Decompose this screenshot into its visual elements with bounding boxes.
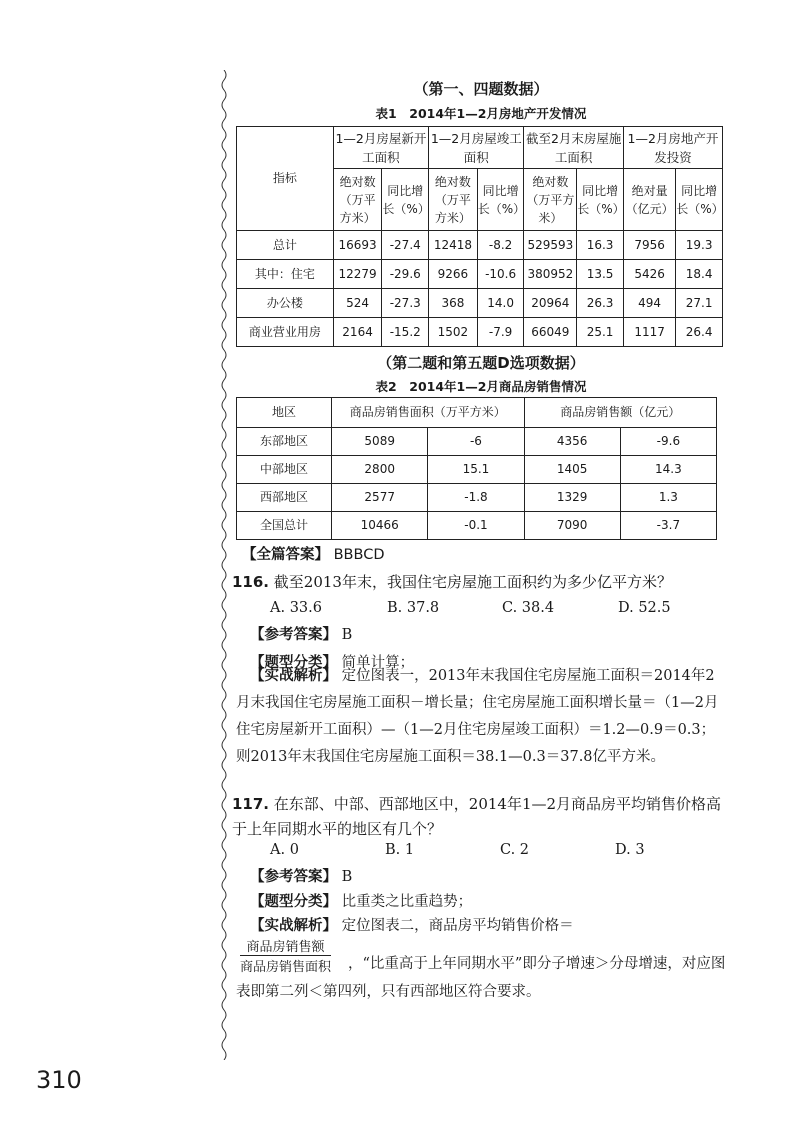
- t2-cell: 7090: [524, 512, 620, 540]
- t1-cell: 总计: [237, 231, 334, 260]
- t1-cell: 18.4: [676, 260, 723, 289]
- t1-cell: 2164: [333, 318, 382, 347]
- t1-cell: 20964: [524, 289, 577, 318]
- t1-subheader: 同比增长（%）: [382, 169, 429, 231]
- page-number: 310: [36, 1066, 82, 1094]
- fraction-denominator: 商品房销售面积: [240, 960, 332, 975]
- table1-title: 表1 2014年1—2月房地产开发情况: [375, 106, 587, 121]
- t1-cell: 其中：住宅: [237, 260, 334, 289]
- t1-cell: 办公楼: [237, 289, 334, 318]
- t2-cell: 1405: [524, 456, 620, 484]
- table-row: [237, 231, 723, 260]
- t1-subheader: 绝对数（万平方米）: [429, 169, 478, 231]
- t2-cell: 15.1: [428, 456, 524, 484]
- t1-cell: 368: [429, 289, 478, 318]
- type-value: 比重类之比重趋势；: [341, 894, 473, 910]
- option-d: D. 3: [615, 842, 645, 858]
- t1-cell: 25.1: [577, 318, 624, 347]
- t2-cell: -1.8: [428, 484, 524, 512]
- t2-cell: 西部地区: [237, 484, 332, 512]
- t2-cell: 4356: [524, 428, 620, 456]
- option-c: C. 38.4: [502, 600, 555, 616]
- option-c: C. 2: [500, 842, 530, 858]
- t1-subheader: 绝对量（亿元）: [623, 169, 675, 231]
- t1-subheader: 同比增长（%）: [676, 169, 723, 231]
- table-row: [237, 512, 717, 540]
- t1-cell: 1117: [623, 318, 675, 347]
- t1-cell: 26.3: [577, 289, 624, 318]
- option-b: B. 1: [385, 842, 415, 858]
- question-number: 116.: [232, 573, 270, 591]
- fraction-numerator: 商品房销售额: [240, 936, 331, 956]
- table-row: [237, 428, 717, 456]
- t1-cell: -27.3: [382, 289, 429, 318]
- t2-cell: 5089: [332, 428, 428, 456]
- section1-title: （第一、四题数据）: [413, 80, 549, 98]
- answer-value: B: [341, 627, 353, 643]
- q116-analysis: [236, 663, 726, 771]
- t1-cell: 529593: [524, 231, 577, 260]
- t1-cell: -27.4: [382, 231, 429, 260]
- t1-cell: 7956: [623, 231, 675, 260]
- t2-header: 地区: [237, 398, 332, 428]
- full-answer: [242, 541, 732, 569]
- t1-group-header: 截至2月末房屋施工面积: [524, 127, 623, 169]
- question-117: [232, 792, 722, 842]
- t2-cell: 1329: [524, 484, 620, 512]
- t2-header: 商品房销售面积（万平方米）: [332, 398, 525, 428]
- type-label: 【题型分类】: [250, 894, 337, 910]
- t1-cell: 13.5: [577, 260, 624, 289]
- t2-cell: -9.6: [620, 428, 716, 456]
- t1-cell: 12279: [333, 260, 382, 289]
- t1-cell: 14.0: [477, 289, 524, 318]
- q116-answer: [250, 621, 740, 649]
- t1-cell: 380952: [524, 260, 577, 289]
- t1-cell: -8.2: [477, 231, 524, 260]
- option-b: B. 37.8: [387, 600, 440, 616]
- table2-title: 表2 2014年1—2月商品房销售情况: [375, 379, 587, 394]
- t1-cell: -15.2: [382, 318, 429, 347]
- t1-cell: -10.6: [477, 260, 524, 289]
- t1-cell: 19.3: [676, 231, 723, 260]
- option-a: A. 0: [270, 842, 299, 858]
- t2-cell: 10466: [332, 512, 428, 540]
- t1-subheader: 同比增长（%）: [477, 169, 524, 231]
- q117-analysis-rest: ，“比重高于上年同期水平”即分子增速＞分母增速，对应图表即第二列＜第四列，只有西部地区符合要求。: [236, 956, 726, 1000]
- t1-cell: 524: [333, 289, 382, 318]
- full-answer-label: 【全篇答案】: [242, 547, 329, 563]
- type-label: 【题型分类】: [250, 655, 337, 671]
- t1-cell: 27.1: [676, 289, 723, 318]
- q117-answer: [250, 863, 740, 891]
- t1-cell: 9266: [429, 260, 478, 289]
- t2-header: 商品房销售额（亿元）: [524, 398, 716, 428]
- full-answer-value: BBBCD: [333, 547, 385, 563]
- question-116: [232, 568, 722, 596]
- option-a: A. 33.6: [270, 600, 322, 616]
- t1-cell: -7.9: [477, 318, 524, 347]
- answer-label: 【参考答案】: [250, 869, 337, 885]
- t1-group-header: 1—2月房屋新开工面积: [333, 127, 428, 169]
- t2-cell: 2800: [332, 456, 428, 484]
- t1-group-header: 1—2月房屋竣工面积: [429, 127, 524, 169]
- t2-cell: 东部地区: [237, 428, 332, 456]
- t1-subheader: 绝对数（万平方米）: [333, 169, 382, 231]
- type-value: 简单计算；: [341, 655, 415, 671]
- t2-cell: 中部地区: [237, 456, 332, 484]
- t1-cell: 5426: [623, 260, 675, 289]
- section2-title: （第二题和第五题D选项数据）: [377, 354, 585, 372]
- t2-cell: 2577: [332, 484, 428, 512]
- t2-cell: -6: [428, 428, 524, 456]
- table2: [236, 397, 717, 540]
- table-row: [237, 318, 723, 347]
- t1-cell: 66049: [524, 318, 577, 347]
- question-text: 在东部、中部、西部地区中，2014年1—2月商品房平均销售价格高于上年同期水平的地区有几个？: [232, 795, 722, 838]
- analysis-label: 【实战解析】: [250, 918, 337, 934]
- t1-cell: 26.4: [676, 318, 723, 347]
- analysis-text: 定位图表一，2013年末我国住宅房屋施工面积＝2014年2月末我国住宅房屋施工面积－增长量；住宅房屋施工面积增长量＝（1—2月住宅房屋新开工面积）—（1—2月住宅房屋竣工面积）＝1.2—0.9＝0.3；则2013年末我国住宅房屋施工面积＝38.1—0.3＝37.8亿平方米。: [236, 668, 719, 765]
- t2-cell: 14.3: [620, 456, 716, 484]
- t1-indicator-header: 指标: [237, 127, 334, 231]
- t1-subheader: 绝对数（万平方米）: [524, 169, 577, 231]
- t1-group-header: 1—2月房地产开发投资: [623, 127, 722, 169]
- t1-cell: 1502: [429, 318, 478, 347]
- table-row: [237, 456, 717, 484]
- option-d: D. 52.5: [618, 600, 671, 616]
- t1-cell: 16.3: [577, 231, 624, 260]
- t1-cell: 494: [623, 289, 675, 318]
- table1: [236, 126, 723, 347]
- table-row: [237, 289, 723, 318]
- t2-cell: -3.7: [620, 512, 716, 540]
- table-row: [237, 484, 717, 512]
- question-text: 截至2013年末，我国住宅房屋施工面积约为多少亿平方米？: [273, 573, 672, 591]
- t1-cell: -29.6: [382, 260, 429, 289]
- t2-cell: -0.1: [428, 512, 524, 540]
- analysis-label: 【实战解析】: [250, 668, 337, 684]
- t1-cell: 商业营业用房: [237, 318, 334, 347]
- table-row: [237, 260, 723, 289]
- t1-cell: 12418: [429, 231, 478, 260]
- t1-cell: 16693: [333, 231, 382, 260]
- answer-value: B: [341, 869, 353, 885]
- margin-wavy-line: [218, 70, 230, 1060]
- question-number: 117.: [232, 795, 270, 813]
- t2-cell: 全国总计: [237, 512, 332, 540]
- analysis-text: 定位图表二，商品房平均销售价格＝: [341, 918, 574, 934]
- t2-cell: 1.3: [620, 484, 716, 512]
- answer-label: 【参考答案】: [250, 627, 337, 643]
- t1-subheader: 同比增长（%）: [577, 169, 624, 231]
